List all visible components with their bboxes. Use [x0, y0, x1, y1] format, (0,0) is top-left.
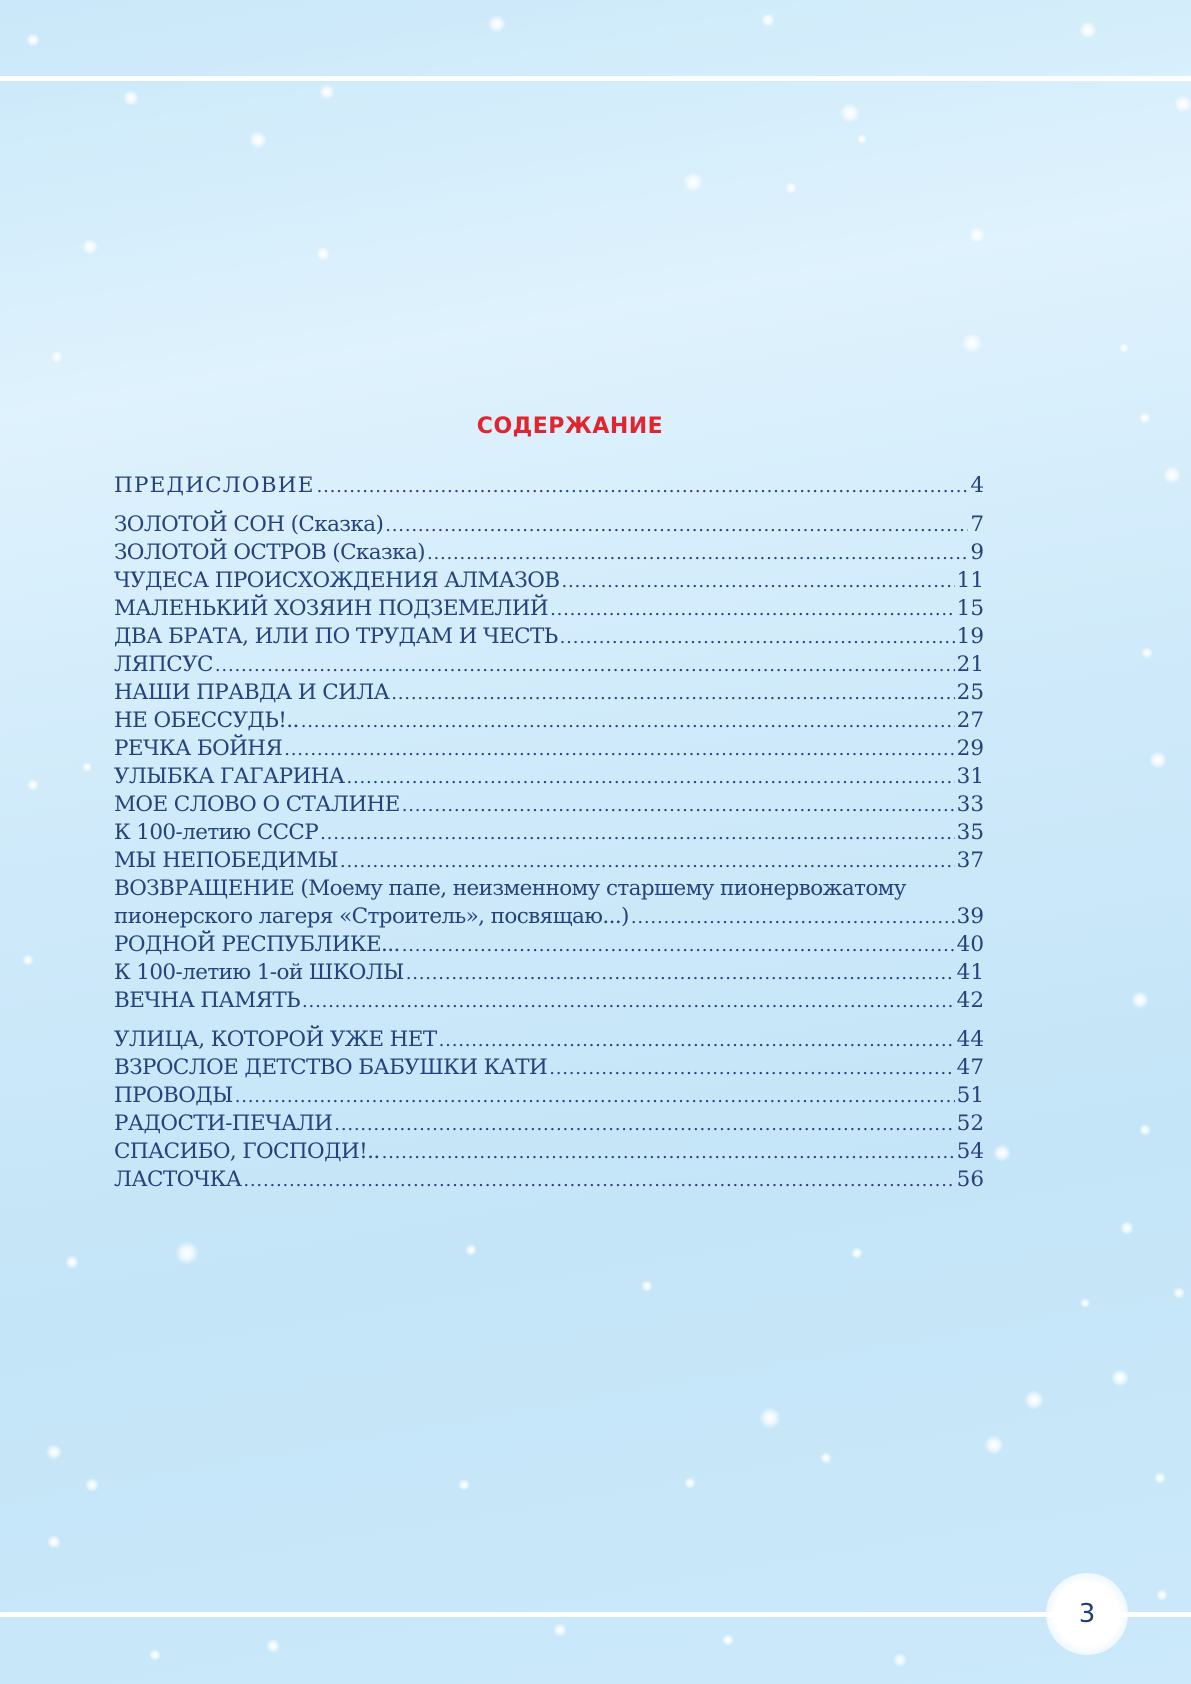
toc-entry-page: 41 — [956, 960, 984, 985]
toc-entry-line-1 — [114, 875, 984, 903]
toc-entry — [114, 1054, 984, 1082]
toc-entry-title: РОДНОЙ РЕСПУБЛИКЕ... — [114, 932, 400, 957]
toc-entry — [114, 539, 984, 567]
toc-entry — [114, 511, 984, 539]
toc-entry-title: ЗОЛОТОЙ ОСТРОВ (Сказка) — [114, 540, 425, 565]
toc-entry-title: РЕЧКА БОЙНЯ — [114, 736, 283, 761]
toc-entry-title: ВЗРОСЛОЕ ДЕТСТВО БАБУШКИ КАТИ — [114, 1055, 548, 1080]
dot-leader — [560, 624, 955, 652]
dot-leader — [243, 1167, 954, 1195]
toc-entry — [114, 679, 984, 707]
toc-entry-page: 40 — [956, 932, 984, 957]
toc-entry-page: 11 — [956, 568, 984, 593]
dot-leader — [320, 820, 954, 848]
toc-entry — [114, 651, 984, 679]
toc-entry — [114, 1138, 984, 1166]
toc-entry — [114, 987, 984, 1015]
dot-leader — [334, 1111, 954, 1139]
dot-leader — [427, 540, 968, 568]
dot-leader — [385, 512, 968, 540]
dot-leader — [549, 1055, 954, 1083]
dot-leader — [235, 1083, 955, 1111]
toc-entry-title: РАДОСТИ-ПЕЧАЛИ — [114, 1111, 333, 1136]
dot-leader — [402, 932, 955, 960]
page-number: 3 — [1078, 1599, 1096, 1629]
toc-entry-page: 9 — [970, 540, 984, 565]
toc-entry-title: ЛЯПСУС — [114, 652, 213, 677]
bottom-divider — [0, 1612, 1191, 1617]
toc-entry-page: 27 — [956, 708, 984, 733]
dot-leader — [631, 904, 955, 932]
toc-entry-title: УЛИЦА, КОТОРОЙ УЖЕ НЕТ — [114, 1027, 437, 1052]
toc-entry-title: ДВА БРАТА, ИЛИ ПО ТРУДАМ И ЧЕСТЬ — [114, 624, 558, 649]
toc-entry — [114, 819, 984, 847]
toc-entry-title: МОЕ СЛОВО О СТАЛИНЕ — [114, 792, 400, 817]
toc-entry-title: СПАСИБО, ГОСПОДИ!.. — [114, 1139, 380, 1164]
toc-entry-page: 21 — [956, 652, 984, 677]
toc-entry-page: 35 — [956, 820, 984, 845]
toc-entry — [114, 791, 984, 819]
toc-entry-page: 51 — [956, 1083, 984, 1108]
toc-entry-title: ВЕЧНА ПАМЯТЬ — [114, 988, 301, 1013]
toc-entry-page: 37 — [956, 848, 984, 873]
dot-leader — [391, 680, 954, 708]
toc-entry-page: 56 — [956, 1167, 984, 1192]
toc-entry-page: 54 — [956, 1139, 984, 1164]
dot-leader — [215, 652, 955, 680]
toc-entry-title: ЗОЛОТОЙ СОН (Сказка) — [114, 512, 384, 537]
dot-leader — [317, 473, 969, 501]
toc-entry — [114, 1110, 984, 1138]
toc-entry — [114, 959, 984, 987]
toc-entry-title: НЕ ОБЕССУДЬ!.. — [114, 708, 299, 733]
dot-leader — [382, 1139, 955, 1167]
toc-entry-page: 33 — [956, 792, 984, 817]
dot-leader — [301, 708, 955, 736]
toc-entry-title: ПРЕДИСЛОВИЕ — [114, 473, 315, 498]
toc-entry-title-continued: пионерского лагеря «Строитель», посвящаю...) — [114, 904, 629, 929]
toc-entry-page: 15 — [956, 596, 984, 621]
toc-entry-page: 29 — [956, 736, 984, 761]
dot-leader — [439, 1027, 955, 1055]
toc-entry — [114, 595, 984, 623]
dot-leader — [284, 736, 954, 764]
toc-entry — [114, 763, 984, 791]
dot-leader — [302, 988, 955, 1016]
dot-leader — [561, 568, 954, 596]
toc-entry-title: К 100-летию СССР — [114, 820, 319, 845]
toc-entry-title: ЧУДЕСА ПРОИСХОЖДЕНИЯ АЛМАЗОВ — [114, 568, 560, 593]
toc-entry-line-2 — [114, 903, 984, 931]
toc-entry — [114, 735, 984, 763]
toc-entry-page: 31 — [956, 764, 984, 789]
toc-entry-title: НАШИ ПРАВДА И СИЛА — [114, 680, 390, 705]
top-divider — [0, 76, 1191, 81]
toc-entry-title: ВОЗВРАЩЕНИЕ (Моему папе, неизменному старшему пионервожатому — [114, 876, 906, 901]
toc-entry — [114, 847, 984, 875]
toc-entry — [114, 1082, 984, 1110]
page-title: СОДЕРЖАНИЕ — [476, 414, 664, 439]
toc-entry — [114, 1026, 984, 1054]
toc-entry — [114, 623, 984, 651]
dot-leader — [406, 960, 955, 988]
table-of-contents — [114, 472, 984, 1194]
dot-leader — [346, 764, 954, 792]
toc-entry-page: 19 — [956, 624, 984, 649]
page-number-badge — [1046, 1573, 1128, 1655]
toc-entry — [114, 1166, 984, 1194]
dot-leader — [340, 848, 955, 876]
toc-entry-page: 47 — [956, 1055, 984, 1080]
toc-entry — [114, 707, 984, 735]
toc-entry-title: ПРОВОДЫ — [114, 1083, 233, 1108]
toc-entry — [114, 567, 984, 595]
toc-entry-title: ЛАСТОЧКА — [114, 1167, 242, 1192]
dot-leader — [550, 596, 955, 624]
toc-entry-title: УЛЫБКА ГАГАРИНА — [114, 764, 345, 789]
toc-entry-title: МЫ НЕПОБЕДИМЫ — [114, 848, 338, 873]
dot-leader — [402, 792, 955, 820]
toc-entry-page: 44 — [956, 1027, 984, 1052]
toc-entry-page: 39 — [956, 904, 984, 929]
toc-entry-title: МАЛЕНЬКИЙ ХОЗЯИН ПОДЗЕМЕЛИЙ — [114, 596, 549, 621]
toc-entry-page: 42 — [956, 988, 984, 1013]
toc-entry-page: 52 — [956, 1111, 984, 1136]
toc-entry-page: 7 — [970, 512, 984, 537]
toc-entry — [114, 931, 984, 959]
toc-entry-page: 25 — [956, 680, 984, 705]
toc-entry-title: К 100-летию 1-ой ШКОЛЫ — [114, 960, 404, 985]
toc-entry-page: 4 — [970, 473, 984, 498]
toc-entry — [114, 472, 984, 500]
